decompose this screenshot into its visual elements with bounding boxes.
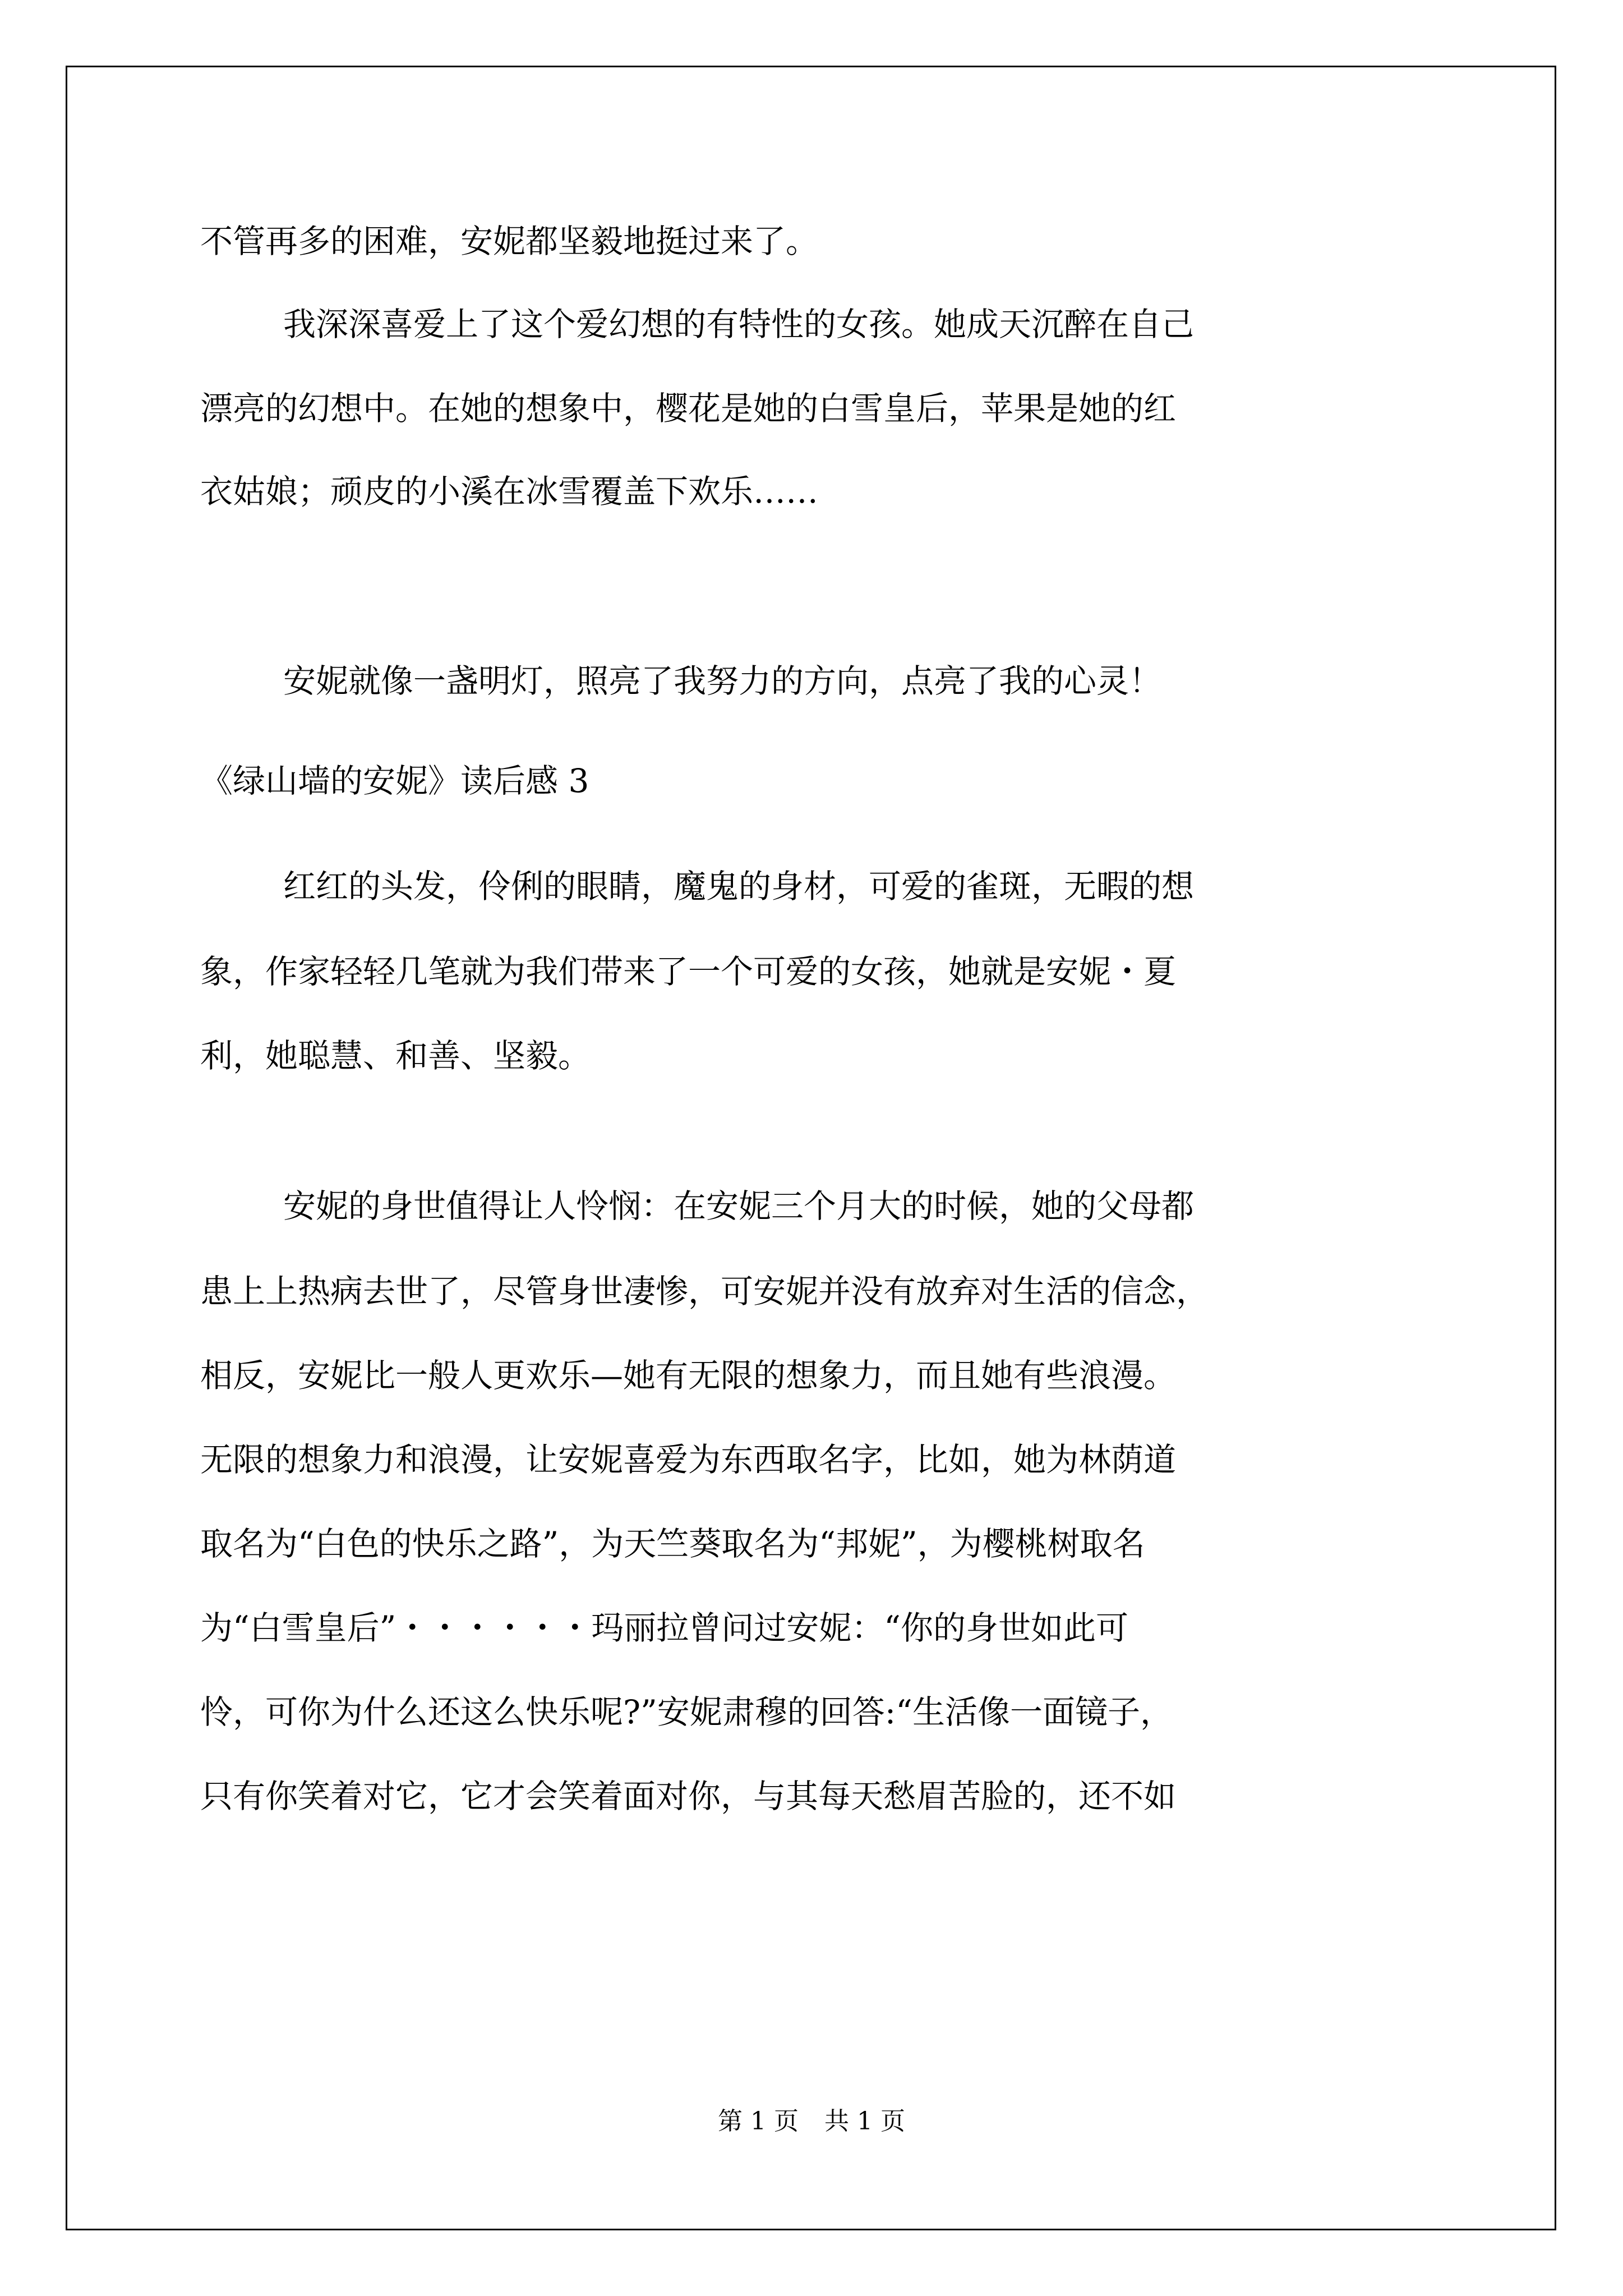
paragraph-first-line: 安妮的身世值得让人怜悯：在安妮三个月大的时候，她的父母都 (283, 1187, 1195, 1225)
section-heading: 《绿山墙的安妮》读后感 3 (200, 762, 589, 800)
text-line: 怜，可你为什么还这么快乐呢?”安妮肃穆的回答:“生活像一面镜子， (200, 1693, 1173, 1731)
text-line: 不管再多的困难，安妮都坚毅地挺过来了。 (200, 222, 819, 260)
paragraph-first-line: 安妮就像一盏明灯，照亮了我努力的方向，点亮了我的心灵！ (283, 662, 1162, 700)
text-line: 衣姑娘；顽皮的小溪在冰雪覆盖下欢乐…… (200, 472, 819, 510)
text-line: 只有你笑着对它，它才会笑着面对你，与其每天愁眉苦脸的，还不如 (200, 1777, 1177, 1815)
text-line: 相反，安妮比一般人更欢乐—她有无限的想象力，而且她有些浪漫。 (200, 1356, 1177, 1395)
page-footer (0, 2105, 1623, 2138)
text-line: 无限的想象力和浪漫，让安妮喜爱为东西取名字，比如，她为林荫道 (200, 1441, 1177, 1479)
paragraph-first-line: 我深深喜爱上了这个爱幻想的有特性的女孩。她成天沉醉在自己 (283, 305, 1195, 343)
page-total: 共 1 页 (824, 2107, 905, 2136)
page-number: 第 1 页 (718, 2107, 799, 2136)
text-line: 漂亮的幻想中。在她的想象中，樱花是她的白雪皇后，苹果是她的红 (200, 389, 1177, 427)
text-line: 利，她聪慧、和善、坚毅。 (200, 1037, 591, 1075)
paragraph-first-line: 红红的头发，伶俐的眼睛，魔鬼的身材，可爱的雀斑，无暇的想 (283, 867, 1195, 905)
text-line: 为“白雪皇后”・・・・・・玛丽拉曾问过安妮：“你的身世如此可 (200, 1609, 1128, 1647)
text-line: 象，作家轻轻几笔就为我们带来了一个可爱的女孩，她就是安妮・夏 (200, 953, 1177, 991)
text-line: 取名为“白色的快乐之路”，为天竺葵取名为“邦妮”，为樱桃树取名 (200, 1525, 1145, 1563)
text-line: 患上上热病去世了，尽管身世凄惨，可安妮并没有放弃对生活的信念， (200, 1272, 1209, 1310)
